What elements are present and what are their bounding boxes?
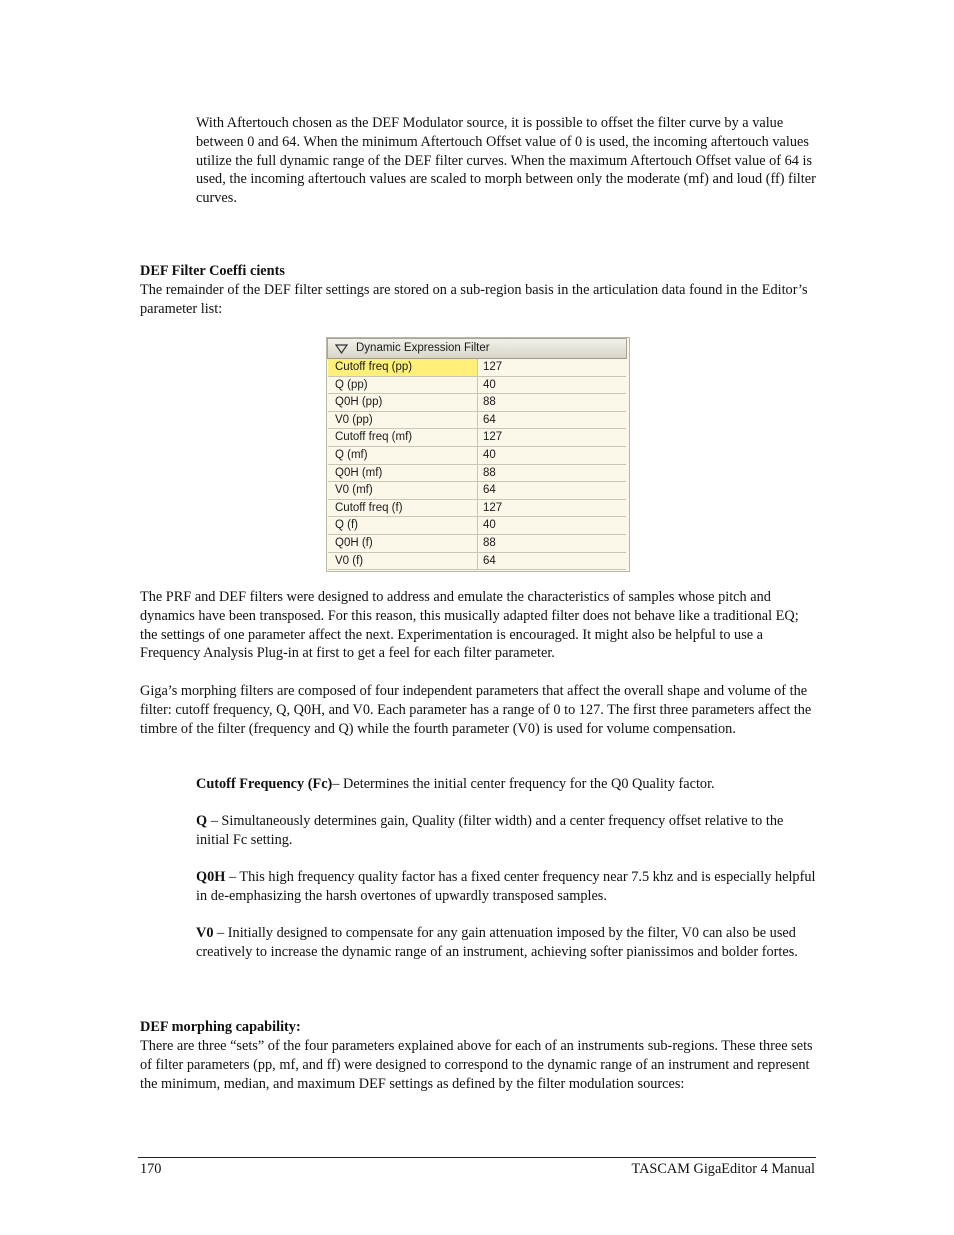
definition-term: Q [196, 813, 208, 829]
aftertouch-paragraph: With Aftertouch chosen as the DEF Modulator source, it is possible to offset the filter curve by a value between 0 and 64. When the minimum Aftertouch Offset value of 0 is used, the incoming aftertouch values utilize the full dynamic range of the DEF filter curves. When the maximum Aftertouch Offset value of 64 is used, the incoming aftertouch values are scaled to morph between only the moderate (mf) and loud (ff) filter curves. [196, 115, 816, 207]
manual-title: TASCAM GigaEditor 4 Manual [631, 1161, 815, 1177]
param-name: Q (f) [328, 517, 478, 534]
coefficients-heading: DEF Filter Coeffi cients [140, 263, 285, 279]
param-value[interactable]: 64 [483, 413, 496, 426]
param-row[interactable] [328, 465, 626, 483]
param-name: Q0H (pp) [328, 394, 478, 411]
param-value[interactable]: 40 [483, 448, 496, 461]
definition-term: Cutoff Frequency (Fc) [196, 776, 333, 792]
param-value[interactable]: 127 [483, 501, 503, 514]
param-row[interactable] [328, 359, 626, 377]
prf-def-paragraph: The PRF and DEF filters were designed to address and emulate the characteristics of samples whose pitch and dynamics have been transposed. For this reason, this musically adapted filter does not behave like a traditional EQ; the settings of one parameter affect the next. Experimentation is encouraged. It might also be helpful to use a Frequency Analysis Plug-in at first to get a feel for each filter parameter. [140, 589, 799, 662]
param-row[interactable] [328, 429, 626, 447]
morphing-paragraph: There are three “sets” of the four parameters explained above for each of an instruments sub-regions. These three sets of filter parameters (pp, mf, and ff) were designed to correspond to the dynamic range of an instrument and represent the minimum, median, and maximum DEF settings as defined by the filter modulation sources: [140, 1038, 813, 1092]
definition-text: – This high frequency quality factor has a fixed center frequency near 7.5 khz and is especially helpful in de-emphasizing the harsh overtones of upwardly transposed samples. [196, 869, 816, 904]
triangle-down-icon[interactable] [335, 344, 348, 354]
definition-text: – Determines the initial center frequency for the Q0 Quality factor. [332, 776, 715, 792]
filter-panel-title: Dynamic Expression Filter [356, 342, 490, 354]
coefficients-paragraph: The remainder of the DEF filter settings are stored on a sub-region basis in the articulation data found in the Editor’s parameter list: [140, 282, 808, 317]
definition-q0h [196, 868, 816, 906]
page-number: 170 [140, 1161, 162, 1177]
definition-q [196, 812, 816, 850]
filter-parameter-grid [328, 359, 626, 570]
param-value[interactable]: 64 [483, 554, 496, 567]
definition-term: V0 [196, 925, 214, 941]
param-value[interactable]: 40 [483, 519, 496, 532]
param-value[interactable]: 88 [483, 396, 496, 409]
footer-rule [138, 1157, 816, 1158]
param-name: V0 (pp) [328, 412, 478, 429]
param-name: V0 (f) [328, 553, 478, 570]
definition-cutoff [196, 775, 816, 794]
param-name: Q (mf) [328, 447, 478, 464]
definition-text: – Initially designed to compensate for any gain attenuation imposed by the filter, V0 can also be used creatively to increase the dynamic range of an instrument, achieving softer pianissimos and bolder fortes. [196, 925, 798, 960]
param-value[interactable]: 88 [483, 536, 496, 549]
param-name: V0 (mf) [328, 482, 478, 499]
param-value[interactable]: 64 [483, 484, 496, 497]
morphing-heading: DEF morphing capability: [140, 1019, 301, 1035]
param-name: Q0H (f) [328, 535, 478, 552]
param-row[interactable] [328, 447, 626, 465]
param-name: Q0H (mf) [328, 465, 478, 482]
giga-filters-paragraph: Giga’s morphing filters are composed of four independent parameters that affect the overall shape and volume of the filter: cutoff frequency, Q, Q0H, and V0. Each parameter has a range of 0 to 127. The first three parameters affect the timbre of the filter (frequency and Q) while the fourth parameter (V0) is used for volume compensation. [140, 683, 812, 737]
param-row[interactable] [328, 500, 626, 518]
param-name: Cutoff freq (f) [328, 500, 478, 517]
definition-v0 [196, 924, 816, 962]
param-row[interactable] [328, 377, 626, 395]
definition-text: – Simultaneously determines gain, Quality (filter width) and a center frequency offset relative to the initial Fc setting. [196, 813, 784, 848]
filter-panel-header[interactable] [327, 338, 627, 359]
param-row[interactable] [328, 394, 626, 412]
param-name: Cutoff freq (mf) [328, 429, 478, 446]
param-value[interactable]: 127 [483, 431, 503, 444]
param-row[interactable] [328, 482, 626, 500]
definition-term: Q0H [196, 869, 226, 885]
param-value[interactable]: 88 [483, 466, 496, 479]
param-row[interactable] [328, 553, 626, 571]
param-value[interactable]: 40 [483, 378, 496, 391]
param-value[interactable]: 127 [483, 361, 503, 373]
param-row[interactable] [328, 535, 626, 553]
param-row[interactable] [328, 517, 626, 535]
param-name: Q (pp) [328, 377, 478, 394]
param-name: Cutoff freq (pp) [328, 359, 478, 376]
param-row[interactable] [328, 412, 626, 430]
dynamic-expression-filter-panel [326, 337, 630, 572]
